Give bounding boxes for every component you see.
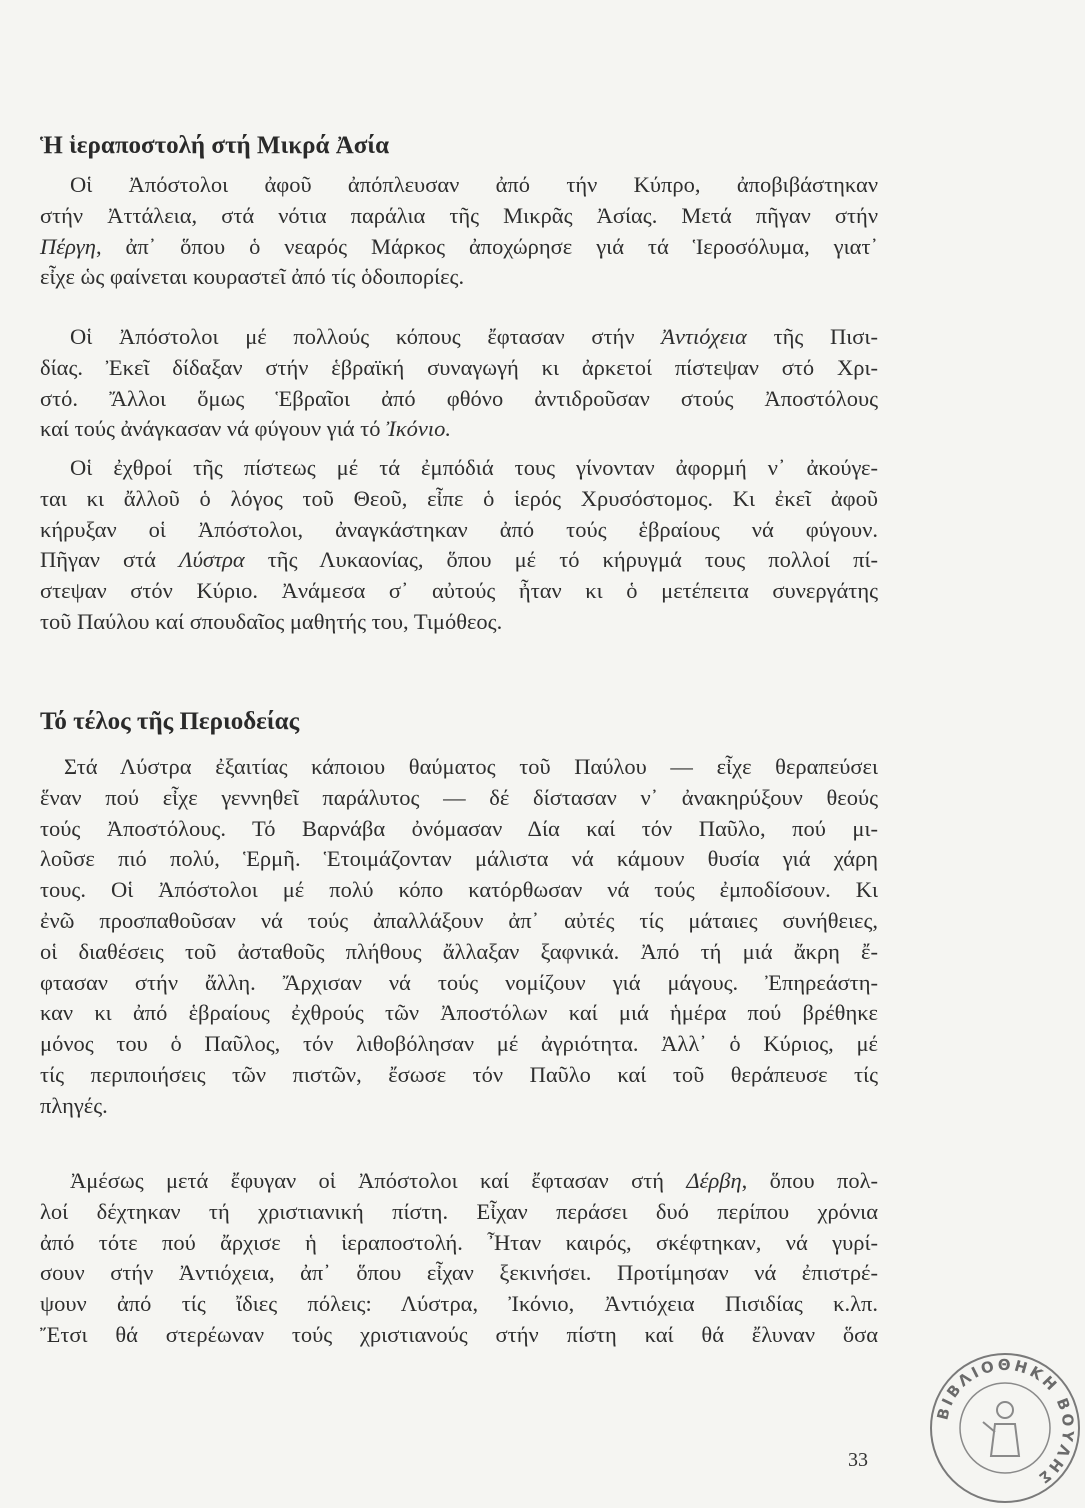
text-run: τῆς Λυκαονίας, ὅπου μέ τό κήρυγμά τους πολλοί πί- <box>244 547 878 573</box>
paragraph-arrival-perge <box>40 170 878 293</box>
text-line: τίς περιποιήσεις τῶν πιστῶν, ἔσωσε τόν Παῦλο καί τοῦ θεράπευσε τίς <box>40 1061 878 1087</box>
text-line: τους. Οἱ Ἀπόστολοι μέ πολύ κόπο κατόρθωσαν νά τούς ἐμποδίσουν. Κι <box>40 877 878 903</box>
text-line: στεψαν στόν Κύριο. Ἀνάμεσα σ᾽ αὐτούς ἦταν κι ὁ μετέπειτα συνεργάτης <box>40 578 878 604</box>
text-line: κήρυξαν οἱ Ἀπόστολοι, ἀναγκάστηκαν ἀπό τούς ἑβραίους νά φύγουν. <box>40 516 878 542</box>
section-heading-end-of-journey: Τό τέλος τῆς Περιοδείας <box>40 708 300 735</box>
text-line: Ἔτσι θά στερέωναν τούς χριστιανούς στήν πίστη καί θά ἔλυναν ὅσα <box>40 1321 878 1347</box>
text-line: οἱ διαθέσεις τοῦ ἀσταθοῦς πλήθους ἄλλαξαν ξαφνικά. Ἀπό τή μιά ἄκρη ἔ- <box>40 938 878 964</box>
text-line <box>40 322 878 353</box>
text-run: καί τούς ἀνάγκασαν νά φύγουν γιά τό <box>40 416 387 442</box>
place-name-derbe: Δέρβη <box>686 1168 742 1193</box>
text-line: πληγές. <box>40 1092 108 1118</box>
stamp-outer-ring <box>931 1354 1079 1502</box>
text-run: Ἀμέσως μετά ἔφυγαν οἱ Ἀπόστολοι καί ἔφτασαν στή <box>70 1168 687 1193</box>
text-line: στήν Ἀττάλεια, στά νότια παράλια τῆς Μικρᾶς Ἀσίας. Μετά πῆγαν στήν <box>40 202 878 228</box>
text-run: , ἀπ᾽ ὅπου ὁ νεαρός Μάρκος ἀποχώρησε γιά τά Ἱεροσόλυμα, γιατ᾽ <box>95 233 878 259</box>
place-name-perge: Πέργη <box>40 233 96 259</box>
place-name-lystra: Λύστρα <box>179 547 245 573</box>
paragraph-enemies-of-faith <box>40 453 878 638</box>
text-line: Οἱ ἐχθροί τῆς πίστεως μέ τά ἐμπόδιά τους γίνονταν ἀφορμή ν᾽ ἀκούγε- <box>70 455 878 480</box>
text-line: δίας. Ἐκεῖ δίδαξαν στήν ἑβραϊκή συναγωγή κι ἀρκετοί πίστεψαν στό Χρι- <box>40 354 878 380</box>
stamp-figure-icon <box>983 1402 1019 1456</box>
text-line: ται κι ἄλλοῦ ὁ λόγος τοῦ Θεοῦ, εἶπε ὁ ἱερός Χρυσόστομος. Κι ἐκεῖ ἀφοῦ <box>40 485 878 511</box>
place-name-iconium: Ἰκόνιο. <box>386 416 451 442</box>
text-line: λοί δέχτηκαν τή χριστιανική πίστη. Εἶχαν περάσει δυό περίπου χρόνια <box>40 1198 878 1224</box>
text-line: ἕναν πού εἶχε γεννηθεῖ παράλυτος — δέ δίστασαν ν᾽ ἀνακηρύξουν θεούς <box>40 784 878 810</box>
text-line <box>40 545 878 576</box>
text-line: ψουν ἀπό τίς ἴδιες πόλεις: Λύστρα, Ἰκόνιο, Ἀντιόχεια Πισιδίας κ.λπ. <box>40 1291 878 1317</box>
text-line: σουν στήν Ἀντιόχεια, ἀπ᾽ ὅπου εἶχαν ξεκινήσει. Προτίμησαν νά ἐπιστρέ- <box>40 1260 878 1286</box>
paragraph-antioch <box>40 322 878 445</box>
text-line: στό. Ἄλλοι ὅμως Ἑβραῖοι ἀπό φθόνο ἀντιδροῦσαν στούς Ἀποστόλους <box>40 385 878 411</box>
text-line: Στά Λύστρα ἐξαιτίας κάποιου θαύματος τοῦ Παύλου — εἶχε θεραπεύσει <box>64 754 878 779</box>
text-line: ἀπό τότε πού ἄρχισε ἡ ἱεραποστολή. Ἦταν καιρός, σκέφτηκαν, νά γυρί- <box>40 1229 878 1255</box>
paragraph-lystra-events <box>40 752 878 1122</box>
text-line: εἶχε ὡς φαίνεται κουραστεῖ ἀπό τίς ὁδοιπορίες. <box>40 264 465 290</box>
place-name-antioch: Ἀντιόχεια <box>661 324 747 349</box>
text-line <box>40 232 878 263</box>
text-run: , ὅπου πολ- <box>741 1168 878 1193</box>
stamp-inner-ring <box>960 1383 1050 1473</box>
paragraph-derbe-return <box>40 1166 878 1351</box>
text-line: τοῦ Παύλου καί σπουδαῖος μαθητής του, Τιμόθεος. <box>40 608 503 634</box>
text-line: φτασαν στήν ἄλλη. Ἄρχισαν νά τούς νομίζουν γιά μάγους. Ἐπηρεάστη- <box>40 969 878 995</box>
text-run: Πῆγαν στά <box>40 547 180 573</box>
text-line: τούς Ἀποστόλους. Τό Βαρνάβα ὀνόμασαν Δία καί τόν Παῦλο, πού μι- <box>40 815 878 841</box>
text-line <box>40 414 878 445</box>
section-heading-missionary-journey: Ἡ ἱεραποστολή στή Μικρά Ἀσία <box>40 132 390 159</box>
text-run: τῆς Πισι- <box>746 324 878 349</box>
text-run: Οἱ Ἀπόστολοι μέ πολλούς κόπους ἔφτασαν στήν <box>70 324 662 349</box>
text-line: λοῦσε πιό πολύ, Ἑρμῆ. Ἑτοιμάζονταν μάλιστα νά κάμουν θυσία γιά χάρη <box>40 846 878 872</box>
library-stamp <box>925 1348 1085 1508</box>
text-line <box>40 1166 878 1197</box>
page-number: 33 <box>848 1449 868 1471</box>
text-line: μόνος του ὁ Παῦλος, τόν λιθοβόλησαν μέ ἀγριότητα. Ἀλλ᾽ ὁ Κύριος, μέ <box>40 1031 878 1057</box>
text-line: καν κι ἀπό ἑβραίους ἐχθρούς τῶν Ἀποστόλων καί μιά ἡμέρα πού βρέθηκε <box>40 1000 878 1026</box>
text-line: Οἱ Ἀπόστολοι ἀφοῦ ἀπόπλευσαν ἀπό τήν Κύπρο, ἀποβιβάστηκαν <box>70 172 878 197</box>
stamp-lettering: ΒΙΒΛΙΟΘΗΚΗ ΒΟΥΛΗΣ <box>933 1355 1078 1489</box>
text-line: ἐνῶ προσπαθοῦσαν νά τούς ἀπαλλάξουν ἀπ᾽ αὐτές τίς μάταιες συνήθειες, <box>40 907 878 933</box>
